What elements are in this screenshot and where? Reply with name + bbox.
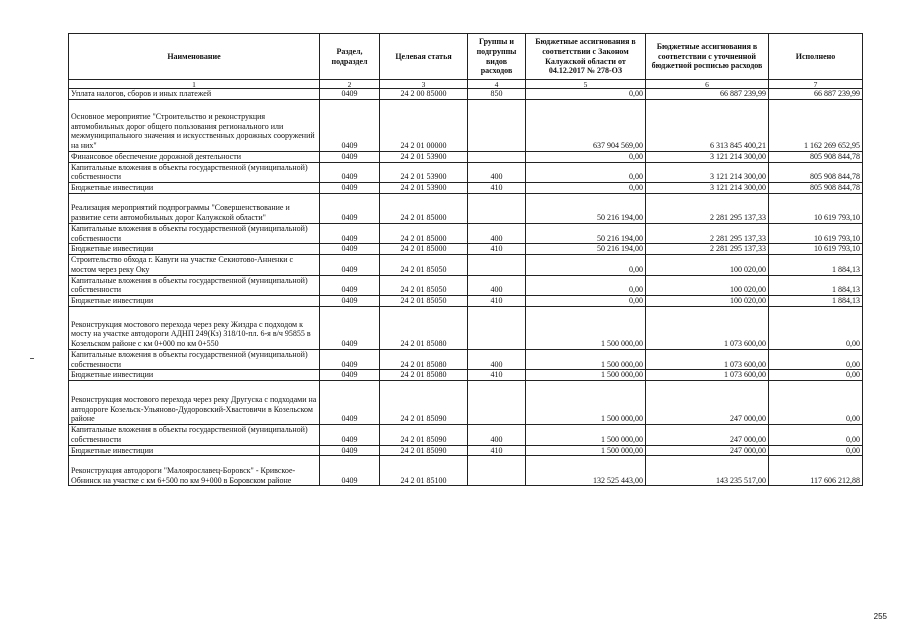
table-row [69, 193, 863, 223]
cell-exec: 805 908 844,78 [769, 183, 863, 194]
cell-exec: 805 908 844,78 [769, 162, 863, 183]
cell-name: Капитальные вложения в объекты государственной (муниципальной) собственности [69, 275, 320, 296]
cell-law: 132 525 443,00 [526, 456, 646, 486]
cell-grp: 400 [468, 223, 526, 244]
cell-exec: 805 908 844,78 [769, 151, 863, 162]
cell-refined: 1 073 600,00 [646, 370, 769, 381]
table-row [69, 183, 863, 194]
cell-target: 24 2 01 85090 [380, 445, 468, 456]
cell-refined: 100 020,00 [646, 275, 769, 296]
cell-target: 24 2 01 85090 [380, 425, 468, 446]
cell-sec: 0409 [320, 89, 380, 100]
cell-name: Капитальные вложения в объекты государственной (муниципальной) собственности [69, 425, 320, 446]
cell-exec: 1 884,13 [769, 275, 863, 296]
col-number: 3 [380, 80, 468, 89]
cell-grp: 400 [468, 275, 526, 296]
cell-target: 24 2 01 53900 [380, 151, 468, 162]
cell-grp: 850 [468, 89, 526, 100]
cell-sec: 0409 [320, 425, 380, 446]
table-row [69, 349, 863, 370]
cell-name: Финансовое обеспечение дорожной деятельности [69, 151, 320, 162]
cell-exec: 10 619 793,10 [769, 223, 863, 244]
table-row [69, 255, 863, 276]
column-number-row [69, 80, 863, 89]
budget-table [68, 33, 863, 486]
cell-sec: 0409 [320, 381, 380, 425]
cell-refined: 2 281 295 137,33 [646, 223, 769, 244]
cell-exec: 0,00 [769, 370, 863, 381]
cell-grp: 400 [468, 425, 526, 446]
header-refined: Бюджетные ассигнования в соответствии с уточненной бюджетной росписью расходов [646, 34, 769, 80]
cell-exec: 10 619 793,10 [769, 244, 863, 255]
cell-sec: 0409 [320, 162, 380, 183]
cell-law: 50 216 194,00 [526, 244, 646, 255]
cell-sec: 0409 [320, 275, 380, 296]
cell-exec: 1 162 269 652,95 [769, 99, 863, 151]
cell-grp: 410 [468, 296, 526, 307]
table-row [69, 306, 863, 349]
cell-law: 637 904 569,00 [526, 99, 646, 151]
cell-name: Капитальные вложения в объекты государственной (муниципальной) собственности [69, 349, 320, 370]
cell-sec: 0409 [320, 306, 380, 349]
cell-grp: 410 [468, 244, 526, 255]
cell-exec: 0,00 [769, 306, 863, 349]
cell-refined: 247 000,00 [646, 381, 769, 425]
table-row [69, 223, 863, 244]
col-number: 1 [69, 80, 320, 89]
cell-refined: 3 121 214 300,00 [646, 183, 769, 194]
cell-sec: 0409 [320, 370, 380, 381]
header-executed: Исполнено [769, 34, 863, 80]
cell-exec: 10 619 793,10 [769, 193, 863, 223]
cell-target: 24 2 01 00000 [380, 99, 468, 151]
cell-exec: 117 606 212,88 [769, 456, 863, 486]
cell-sec: 0409 [320, 296, 380, 307]
cell-law: 0,00 [526, 255, 646, 276]
cell-exec: 1 884,13 [769, 296, 863, 307]
cell-grp [468, 151, 526, 162]
cell-grp: 400 [468, 349, 526, 370]
cell-law: 0,00 [526, 89, 646, 100]
cell-law: 0,00 [526, 183, 646, 194]
cell-name: Капитальные вложения в объекты государственной (муниципальной) собственности [69, 223, 320, 244]
cell-sec: 0409 [320, 193, 380, 223]
cell-grp: 410 [468, 370, 526, 381]
cell-refined: 247 000,00 [646, 425, 769, 446]
cell-name: Бюджетные инвестиции [69, 296, 320, 307]
cell-sec: 0409 [320, 445, 380, 456]
cell-exec: 1 884,13 [769, 255, 863, 276]
cell-name: Уплата налогов, сборов и иных платежей [69, 89, 320, 100]
cell-grp: 410 [468, 445, 526, 456]
cell-name: Бюджетные инвестиции [69, 370, 320, 381]
cell-grp [468, 193, 526, 223]
cell-refined: 100 020,00 [646, 255, 769, 276]
cell-name: Реконструкция автодороги "Малоярославец-Боровск" - Кривское-Обнинск на участке с км 6+500 по км 9+000 в Боровском районе [69, 456, 320, 486]
cell-exec: 0,00 [769, 445, 863, 456]
table-row [69, 89, 863, 100]
cell-sec: 0409 [320, 99, 380, 151]
cell-law: 50 216 194,00 [526, 223, 646, 244]
table-row [69, 381, 863, 425]
col-number: 7 [769, 80, 863, 89]
cell-refined: 247 000,00 [646, 445, 769, 456]
cell-name: Основное мероприятие "Строительство и реконструкция автомобильных дорог общего пользования регионального или межмуниципального значения и искусственных дорожных сооружений на них" [69, 99, 320, 151]
cell-name: Строительство обхода г. Кавуги на участке Секиотово-Анненки с мостом через реку Оку [69, 255, 320, 276]
cell-grp [468, 255, 526, 276]
margin-mark [30, 358, 34, 359]
cell-name: Реконструкция мостового перехода через реку Жиздра с подходом к мосту на участке автодороги АДНП 249(Кз) 318/10-пл. 6-я в/ч 95855 в Козельском районе с км 0+000 по км 0+550 [69, 306, 320, 349]
cell-target: 24 2 01 85050 [380, 296, 468, 307]
cell-name: Реализация мероприятий подпрограммы "Совершенствование и развитие сети автомобильных дорог Калужской области" [69, 193, 320, 223]
cell-refined: 3 121 214 300,00 [646, 151, 769, 162]
cell-name: Бюджетные инвестиции [69, 183, 320, 194]
cell-target: 24 2 01 85000 [380, 193, 468, 223]
cell-target: 24 2 01 85000 [380, 223, 468, 244]
cell-law: 1 500 000,00 [526, 381, 646, 425]
cell-law: 50 216 194,00 [526, 193, 646, 223]
cell-sec: 0409 [320, 255, 380, 276]
col-number: 6 [646, 80, 769, 89]
header-groups: Группы и подгруппы видов расходов [468, 34, 526, 80]
cell-refined: 3 121 214 300,00 [646, 162, 769, 183]
cell-law: 1 500 000,00 [526, 425, 646, 446]
cell-exec: 0,00 [769, 381, 863, 425]
cell-sec: 0409 [320, 244, 380, 255]
cell-target: 24 2 01 85080 [380, 306, 468, 349]
cell-refined: 2 281 295 137,33 [646, 244, 769, 255]
cell-target: 24 2 01 53900 [380, 162, 468, 183]
cell-name: Бюджетные инвестиции [69, 244, 320, 255]
cell-target: 24 2 01 85050 [380, 255, 468, 276]
cell-refined: 2 281 295 137,33 [646, 193, 769, 223]
cell-law: 1 500 000,00 [526, 370, 646, 381]
cell-refined: 143 235 517,00 [646, 456, 769, 486]
cell-law: 1 500 000,00 [526, 349, 646, 370]
cell-grp [468, 99, 526, 151]
cell-target: 24 2 01 85080 [380, 370, 468, 381]
cell-exec: 0,00 [769, 425, 863, 446]
table-row [69, 370, 863, 381]
cell-law: 0,00 [526, 275, 646, 296]
cell-law: 0,00 [526, 151, 646, 162]
cell-law: 1 500 000,00 [526, 306, 646, 349]
header-target: Целевая статья [380, 34, 468, 80]
col-number: 4 [468, 80, 526, 89]
cell-refined: 66 887 239,99 [646, 89, 769, 100]
cell-sec: 0409 [320, 151, 380, 162]
cell-exec: 0,00 [769, 349, 863, 370]
cell-refined: 6 313 845 400,21 [646, 99, 769, 151]
cell-target: 24 2 01 85000 [380, 244, 468, 255]
cell-target: 24 2 01 85090 [380, 381, 468, 425]
cell-target: 24 2 01 85050 [380, 275, 468, 296]
table-row [69, 296, 863, 307]
cell-sec: 0409 [320, 456, 380, 486]
header-section: Раздел, подраздел [320, 34, 380, 80]
cell-refined: 100 020,00 [646, 296, 769, 307]
cell-law: 1 500 000,00 [526, 445, 646, 456]
table-row [69, 244, 863, 255]
cell-target: 24 2 01 85100 [380, 456, 468, 486]
cell-grp [468, 306, 526, 349]
table-row [69, 425, 863, 446]
header-law: Бюджетные ассигнования в соответствии с Законом Калужской области от 04.12.2017 № 278-ОЗ [526, 34, 646, 80]
table-row [69, 151, 863, 162]
table-row [69, 456, 863, 486]
table-row [69, 162, 863, 183]
col-number: 5 [526, 80, 646, 89]
cell-target: 24 2 00 85000 [380, 89, 468, 100]
cell-name: Капитальные вложения в объекты государственной (муниципальной) собственности [69, 162, 320, 183]
cell-refined: 1 073 600,00 [646, 349, 769, 370]
cell-target: 24 2 01 53900 [380, 183, 468, 194]
cell-exec: 66 887 239,99 [769, 89, 863, 100]
cell-grp: 410 [468, 183, 526, 194]
header-name: Наименование [69, 34, 320, 80]
cell-sec: 0409 [320, 183, 380, 194]
page-number: 255 [873, 612, 887, 621]
cell-sec: 0409 [320, 223, 380, 244]
cell-grp: 400 [468, 162, 526, 183]
cell-grp [468, 456, 526, 486]
cell-target: 24 2 01 85080 [380, 349, 468, 370]
cell-law: 0,00 [526, 162, 646, 183]
table-header-row [69, 34, 863, 80]
table-row [69, 445, 863, 456]
col-number: 2 [320, 80, 380, 89]
cell-grp [468, 381, 526, 425]
cell-refined: 1 073 600,00 [646, 306, 769, 349]
table-row [69, 99, 863, 151]
cell-name: Бюджетные инвестиции [69, 445, 320, 456]
cell-law: 0,00 [526, 296, 646, 307]
cell-sec: 0409 [320, 349, 380, 370]
cell-name: Реконструкция мостового перехода через реку Другуска с подходами на автодороге Козельск-Ульяново-Дудоровский-Хвастовичи в Козельском районе [69, 381, 320, 425]
table-row [69, 275, 863, 296]
